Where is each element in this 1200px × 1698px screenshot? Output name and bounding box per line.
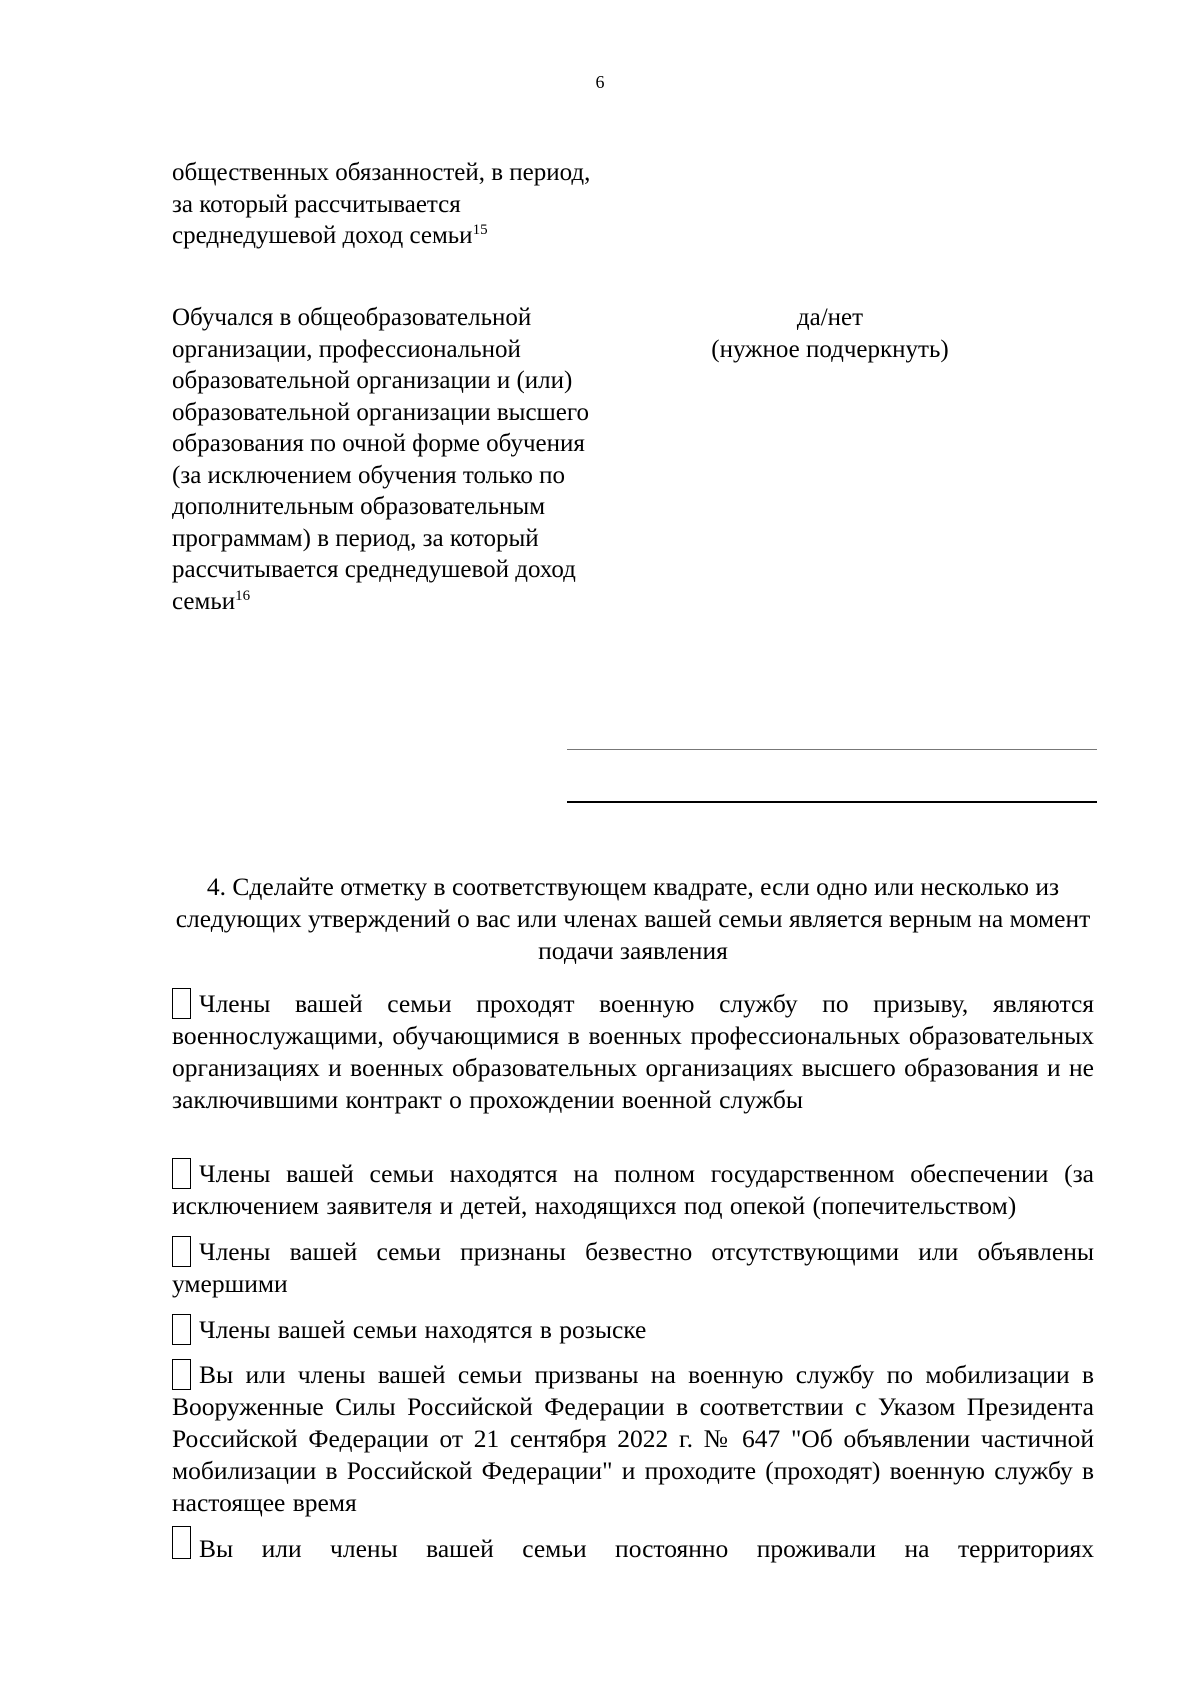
- statement-item-mobilization: [172, 1359, 1094, 1519]
- footnote-ref-16: 16: [235, 587, 251, 604]
- table-row-education-criterion: [172, 302, 592, 617]
- statement-item-state-support: [172, 1158, 1094, 1222]
- statement-text: Члены вашей семьи находятся в розыске: [199, 1315, 647, 1344]
- checkbox[interactable]: [172, 1236, 191, 1267]
- checkbox[interactable]: [172, 1158, 191, 1189]
- checkbox[interactable]: [172, 1359, 191, 1390]
- statement-item-missing-or-deceased: [172, 1236, 1094, 1300]
- signature-line[interactable]: [567, 801, 1097, 803]
- answer-options[interactable]: да/нет: [796, 304, 864, 331]
- statement-text: Члены вашей семьи проходят военную службу по призыву, являются военнослужащими, обучающимися в военных профессиональных образовательных организациях и военных образовательных организациях высшего образования и не заключившими контракт о прохождении военной службы: [172, 989, 1094, 1114]
- statement-item-military-conscription: [172, 988, 1094, 1116]
- statement-text: Члены вашей семьи находятся на полном государственном обеспечении (за исключением заявителя и детей, находящихся под опекой (попечительством): [172, 1159, 1094, 1220]
- signature-line[interactable]: [567, 749, 1097, 750]
- answer-hint: (нужное подчеркнуть): [711, 335, 949, 363]
- statement-text: Члены вашей семьи признаны безвестно отсутствующими или объявлены умершими: [172, 1237, 1094, 1298]
- statement-item-territories: [172, 1526, 1094, 1565]
- row-text: общественных обязанностей, в период, за который рассчитывается среднедушевой доход семьи: [172, 159, 591, 249]
- page-number: 6: [595, 72, 605, 92]
- statement-text: Вы или члены вашей семьи постоянно проживали на территориях: [199, 1534, 1094, 1563]
- footnote-ref-15: 15: [472, 222, 488, 238]
- table-row-previous-criterion: [172, 157, 592, 252]
- checkbox[interactable]: [172, 1526, 191, 1559]
- statement-item-wanted: [172, 1314, 1094, 1346]
- checkbox[interactable]: [172, 988, 191, 1019]
- row-text: Обучался в общеобразовательной организации, профессиональной образовательной организации и (или) образовательной организации высшего образования по очной форме обучения (за исключением обучения только по дополнительным образовательным программам) в период, за который рассчитывается среднедушевой доход семьи: [172, 304, 590, 615]
- section-4-heading: 4. Сделайте отметку в соответствующем квадрате, если одно или несколько из следующих утверждений о вас или членах вашей семьи является верным на момент подачи заявления: [175, 872, 1091, 965]
- checkbox[interactable]: [172, 1314, 191, 1345]
- statement-text: Вы или члены вашей семьи призваны на военную службу по мобилизации в Вооруженные Силы Российской Федерации в соответствии с Указом Президента Российской Федерации от 21 сентября 2022 г. № 647 "Об объявлении частичной мобилизации в Российской Федерации" и проходите (проходят) военную службу в настоящее время: [172, 1360, 1094, 1517]
- answer-cell[interactable]: [640, 302, 1020, 365]
